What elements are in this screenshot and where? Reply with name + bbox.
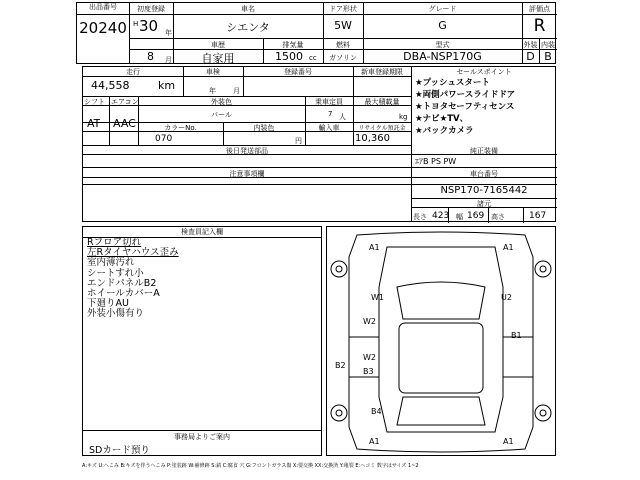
model-label: 型式 [435,41,450,49]
inspection-item: 左Rタイヤハウス歪み [87,247,179,259]
mileage-label: 走行 [126,68,140,76]
seller-point: ★プッシュスタート [415,78,490,88]
max-load-label: 最大積載量 [364,98,400,106]
height-label: 高さ [491,213,505,221]
wheel-front-right [535,261,551,277]
damage-mark: B3 [363,367,374,376]
car-outline-svg [327,227,555,455]
ext-color-label: 外装色 [211,98,232,106]
ext-label: 外装 [523,41,538,49]
genuine: ｴｱB PS PW [415,157,457,166]
int-color-label: 内装色 [253,124,275,132]
wheel-rear-right [535,405,551,421]
inspection-label: 車検 [206,68,220,76]
damage-mark: A1 [369,437,380,446]
chassis: NSP170-7165442 [440,185,528,196]
capacity-label: 乗車定員 [315,98,343,106]
ext-score: D [526,50,535,63]
damage-mark: A1 [503,243,514,252]
genuine-label: 純正装備 [470,147,498,155]
ext-color: パール [211,111,232,119]
wheel-front-left [331,261,347,277]
inspection-items [87,238,317,320]
recycle: 10,360 [355,133,390,144]
inspection-item: 外装小傷有り [87,308,145,320]
length-label: 長さ [413,213,427,221]
width-label: 幅 [456,213,463,221]
import-label: 輸入車 [318,124,340,132]
displacement-unit: cc [309,54,317,62]
damage-mark: W1 [371,293,384,302]
month-unit: 月 [165,56,172,64]
displacement: 1500 [275,50,303,63]
wheel-rear-left [331,405,347,421]
damage-mark: W2 [363,353,376,362]
color-no-label: カラーNo. [164,124,197,132]
color-no: 070 [155,134,173,144]
damage-mark: B4 [371,407,382,416]
damage-mark: U2 [501,293,512,302]
plate-label: 登録番号 [284,68,312,76]
chassis-label: 車台番号 [470,170,498,178]
damage-mark: A1 [503,437,514,446]
inspection-label: 検査員記入欄 [83,227,321,238]
lot-no: 20240 [79,19,127,37]
inspection-month-unit: 月 [233,87,240,95]
length: 423 [432,211,450,221]
damage-mark: B1 [511,331,522,340]
int-label: 内装 [541,41,555,49]
mileage: 44,558 [91,79,130,92]
year-unit: 年 [165,29,172,37]
seller-points-label: セールスポイント [456,68,512,76]
doors-label: ドア形状 [329,5,357,13]
score-label: 評価点 [529,5,550,13]
width: 169 [467,211,485,221]
notes-label: 注意事項欄 [229,170,265,178]
inspection-year-unit: 年 [209,87,216,95]
specs-table [82,66,556,222]
mileage-unit: km [158,79,176,92]
car-name-label: 車名 [241,5,255,13]
recycle-label: リサイクル預託金 [358,125,406,132]
damage-mark: A1 [369,243,380,252]
car-name: シエンタ [226,21,270,34]
seller-point: ★トヨタセーフティセンス [415,102,515,112]
first-reg-label: 初度登録 [137,5,165,13]
new-car-doc-label: 後日発送部品 [226,147,268,155]
seller-point: ★バックカメラ [415,126,474,136]
dims-label: 諸元 [477,200,491,208]
inspection-item: エンドパネルB2 [87,277,157,289]
displacement-label: 排気量 [282,41,304,49]
shift: AT [87,117,101,130]
capacity-unit: 人 [339,113,346,121]
grade-label: グレード [428,5,457,13]
int-score: B [544,50,552,63]
office-label: 事務局よりご案内 [174,433,230,441]
damage-mark: B2 [335,361,346,370]
ac: AAC [113,117,136,130]
fuel-label: 燃料 [336,41,350,49]
ac-label: エアコン [111,98,139,106]
lot-no-label: 出品番号 [89,3,117,11]
month: 8 [147,50,154,63]
office-note: SDカード預り [89,445,150,456]
history-label: 車歴 [211,41,225,49]
header-table [76,2,556,64]
inspection-item: ホイールカバーA [87,288,160,300]
car-diagram [326,226,556,456]
damage-mark: W2 [363,317,376,326]
history: 自家用 [201,52,235,65]
fuel: ガソリン [329,54,357,62]
seller-point: ★両側パワースライドドア [415,90,516,100]
model: DBA-NSP170G [403,50,482,63]
inspection-notes [82,226,322,456]
score: R [533,16,546,36]
recycle-unit: 円 [295,137,302,145]
doors: 5W [334,19,352,32]
year: 30 [139,17,159,35]
inspection-item: 下廻りAU [87,298,129,310]
height: 167 [529,211,547,221]
year-era: H [133,20,139,28]
seller-points [415,77,557,137]
inspection-item: Rフロア切れ [87,238,142,248]
max-load-unit: kg [399,113,408,121]
inspection-item: 室内薄汚れ [87,257,135,269]
grade: G [438,19,447,32]
seller-point: ★ナビ★TV、 [415,114,469,124]
original-period-label: 新車登録期限 [361,68,403,76]
capacity: 7 [328,110,333,118]
inspection-item: シートすれ小 [87,267,144,279]
footer-legend: A:キズ U:へこみ B:キズを伴うへこみ P:塗装跡 W:補修跡 S:錆 C:腐食 穴 G:フロントガラス傷 X:要交換 XX:交換済 Y:亀裂 E:ヘコミ 数字はサイズ 1~2 [82,463,419,469]
shift-label: シフト [84,98,105,106]
